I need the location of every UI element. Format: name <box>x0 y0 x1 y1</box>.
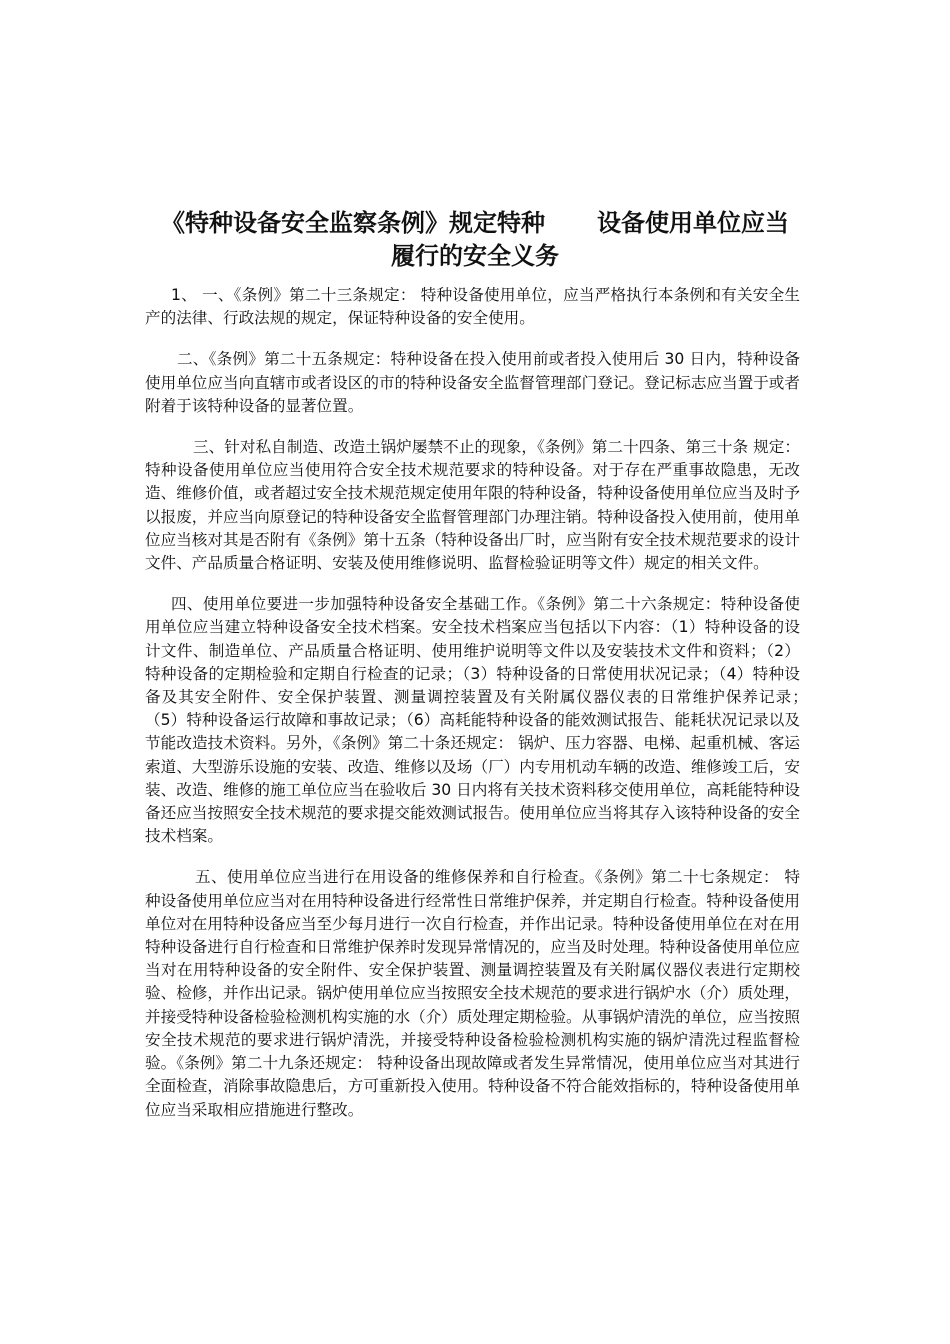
paragraph-4: 四、使用单位要进一步加强特种设备安全基础工作。《条例》第二十六条规定：特种设备使用单位应当建立特种设备安全技术档案。安全技术档案应当包括以下内容：（1）特种设备的设计文件、制造单位、产品质量合格证明、使用维护说明等文件以及安装技术文件和资料；（2）特种设备的定期检验和定期自行检查的记录；（3）特种设备的日常使用状况记录；（4）特种设备及其安全附件、安全保护装置、测量调控装置及有关附属仪器仪表的日常维护保养记录； （5）特种设备运行故障和事故记录；（6）高耗能特种设备的能效测试报告、能耗状况记录以及节能改造技术资料。另外，《条例》第二十条还规定： 锅炉、压力容器、电梯、起重机械、客运索道、大型游乐设施的安装、改造、维修以及场（厂）内专用机动车辆的改造、维修竣工后，安装、改造、维修的施工单位应当在验收后 30 日内将有关技术资料移交使用单位，高耗能特种设备还应当按照安全技术规范的要求提交能效测试报告。使用单位应当将其存入该特种设备的安全技术档案。 <box>145 595 816 846</box>
document-title <box>150 207 800 273</box>
document-title-part2: 设备使用单位应当履行的安全义务 <box>391 209 789 270</box>
document-title-part1: 《特种设备安全监察条例》规定特种 <box>161 209 545 237</box>
document-body <box>145 284 816 1140</box>
paragraph-2: 二、《条例》第二十五条规定：特种设备在投入使用前或者投入使用后 30 日内，特种设备使用单位应当向直辖市或者设区的市的特种设备安全监督管理部门登记。登记标志应当置于或者附着于该特种设备的显著位置。 <box>145 350 800 415</box>
paragraph-5: 五、使用单位应当进行在用设备的维修保养和自行检查。《条例》第二十七条规定： 特种设备使用单位应当对在用特种设备进行经常性日常维护保养，并定期自行检查。特种设备使用单位对在用特种设备应当至少每月进行一次自行检查，并作出记录。特种设备使用单位在对在用特种设备进行自行检查和日常维护保养时发现异常情况的，应当及时处理。特种设备使用单位应当对在用特种设备的安全附件、安全保护装置、测量调控装置及有关附属仪器仪表进行定期校验、检修，并作出记录。锅炉使用单位应当按照安全技术规范的要求进行锅炉水（介）质处理，并接受特种设备检验检测机构实施的水（介）质处理定期检验。从事锅炉清洗的单位，应当按照安全技术规范的要求进行锅炉清洗，并接受特种设备检验检测机构实施的锅炉清洗过程监督检验。《条例》第二十九条还规定： 特种设备出现故障或者发生异常情况，使用单位应当对其进行全面检查，消除事故隐患后，方可重新投入使用。特种设备不符合能效指标的，特种设备使用单位应当采取相应措施进行整改。 <box>145 868 800 1119</box>
paragraph-1: 1、 一、《条例》第二十三条规定： 特种设备使用单位，应当严格执行本条例和有关安全生产的法律、行政法规的规定，保证特种设备的安全使用。 <box>145 286 800 328</box>
paragraph-3: 三、针对私自制造、改造土锅炉屡禁不止的现象，《条例》第二十四条、第三十条 规定：特种设备使用单位应当使用符合安全技术规范要求的特种设备。对于存在严重事故隐患，无改造、维修价值，或者超过安全技术规范规定使用年限的特种设备，特种设备使用单位应当及时予以报废，并应当向原登记的特种设备安全监督管理部门办理注销。特种设备投入使用前，使用单位应当核对其是否附有《条例》第十五条（特种设备出厂时，应当附有安全技术规范要求的设计文件、产品质量合格证明、安装及使用维修说明、监督检验证明等文件）规定的相关文件。 <box>145 438 800 573</box>
